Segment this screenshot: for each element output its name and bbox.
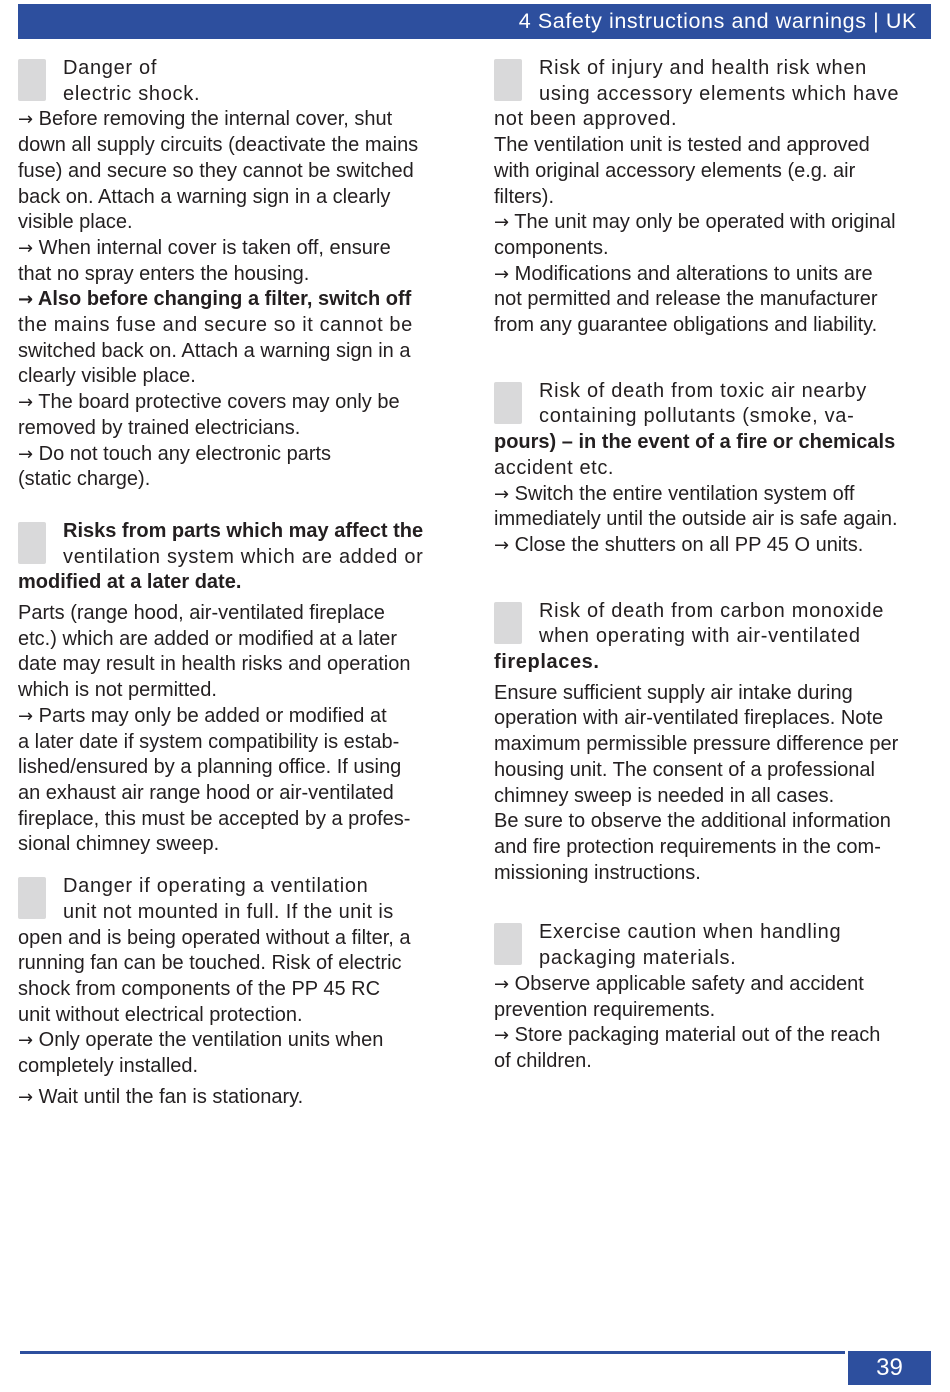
- page-number: 39: [876, 1354, 903, 1381]
- heading-line: pours) – in the event of a fire or chemicals: [494, 431, 896, 454]
- heading-line: containing pollutants (smoke, va-: [539, 405, 855, 428]
- heading-line: Risk of death from toxic air nearby: [539, 379, 867, 402]
- arrow-icon: →: [494, 973, 510, 995]
- arrow-icon: →: [18, 237, 34, 259]
- body-line: and fire protection requirements in the com-: [494, 835, 881, 858]
- warning-accessory: [494, 56, 934, 339]
- body-line: open and is being operated without a filter, a: [18, 926, 411, 949]
- warning-heading: [18, 519, 458, 570]
- warning-carbon-monoxide: [494, 599, 934, 887]
- body-line: sional chimney sweep.: [18, 833, 220, 856]
- body-line: Ensure sufficient supply air intake during: [494, 681, 853, 704]
- body-line: missioning instructions.: [494, 861, 701, 884]
- body-line: components.: [494, 236, 609, 259]
- body-line: → Modifications and alterations to units are: [494, 262, 873, 285]
- warning-heading: [494, 920, 934, 971]
- warning-heading: [18, 56, 458, 107]
- heading-line: ventilation system which are added or: [63, 545, 424, 568]
- body-line: → When internal cover is taken off, ensure: [18, 236, 391, 259]
- body-line: → Also before changing a filter, switch off: [18, 288, 412, 311]
- page-header-title: 4 Safety instructions and warnings | UK: [518, 9, 917, 33]
- arrow-icon: →: [18, 1030, 34, 1052]
- warning-electric-shock: [18, 56, 458, 493]
- header-bar: [18, 4, 931, 39]
- arrow-icon: →: [18, 443, 34, 465]
- footer-rule: [20, 1351, 845, 1354]
- body-line: → Close the shutters on all PP 45 O units.: [494, 533, 864, 556]
- warning-packaging: [494, 920, 934, 1074]
- arrow-icon: →: [18, 289, 34, 311]
- body-line: lished/ensured by a planning office. If using: [18, 756, 402, 779]
- body-line: etc.) which are added or modified at a later: [18, 627, 398, 650]
- warning-heading: [18, 874, 458, 925]
- heading-line: Danger of: [63, 57, 158, 79]
- body-line: prevention requirements.: [494, 998, 716, 1021]
- body-line: filters).: [494, 185, 554, 208]
- arrow-icon: →: [494, 263, 510, 285]
- right-column: [494, 56, 934, 1075]
- body-line: → Observe applicable safety and accident: [494, 972, 864, 995]
- arrow-icon: →: [494, 534, 510, 556]
- body-line: → Wait until the fan is stationary.: [18, 1085, 304, 1108]
- warning-later-parts: [18, 519, 458, 858]
- warning-heading: [494, 599, 934, 650]
- body-line: fuse) and secure so they cannot be switched: [18, 159, 414, 182]
- warning-marker-icon: [494, 59, 522, 101]
- body-line: → Do not touch any electronic parts: [18, 442, 332, 465]
- warning-marker-icon: [494, 923, 522, 965]
- body-line: with original accessory elements (e.g. air: [494, 159, 856, 182]
- heading-line: Risks from parts which may affect the: [63, 519, 424, 542]
- warning-heading: [494, 56, 934, 107]
- body-line: of children.: [494, 1049, 592, 1072]
- body-line: The ventilation unit is tested and approved: [494, 134, 870, 157]
- page-number-box: [848, 1351, 931, 1385]
- body-line: removed by trained electricians.: [18, 416, 301, 439]
- arrow-icon: →: [494, 483, 510, 505]
- heading-line: packaging materials.: [539, 947, 737, 970]
- body-line: (static charge).: [18, 468, 151, 491]
- body-line: fireplace, this must be accepted by a profes-: [18, 807, 411, 830]
- body-line: which is not permitted.: [18, 679, 217, 702]
- body-line: that no spray enters the housing.: [18, 262, 310, 285]
- body-line: not permitted and release the manufacturer: [494, 288, 878, 311]
- warning-heading: [494, 379, 934, 430]
- body-line: the mains fuse and secure so it cannot be: [18, 314, 413, 337]
- heading-line: fireplaces.: [494, 651, 600, 674]
- warning-marker-icon: [18, 522, 46, 564]
- body-line: → Store packaging material out of the reach: [494, 1024, 881, 1047]
- heading-line: when operating with air-ventilated: [539, 625, 861, 648]
- body-line: an exhaust air range hood or air-ventilated: [18, 781, 394, 804]
- body-line: clearly visible place.: [18, 365, 196, 388]
- body-line: shock from components of the PP 45 RC: [18, 977, 381, 1000]
- body-line: back on. Attach a warning sign in a clearly: [18, 185, 391, 208]
- body-line: → Switch the entire ventilation system off: [494, 482, 855, 505]
- heading-line: electric shock.: [63, 82, 201, 105]
- body-line: → Only operate the ventilation units when: [18, 1029, 384, 1052]
- arrow-icon: →: [18, 1086, 34, 1108]
- left-column: [18, 56, 458, 1110]
- body-line: visible place.: [18, 211, 133, 234]
- body-line: housing unit. The consent of a professional: [494, 758, 875, 781]
- heading-line: Danger if operating a ventilation: [63, 875, 369, 898]
- body-line: operation with air-ventilated fireplaces. Note: [494, 707, 884, 730]
- body-line: from any guarantee obligations and liability.: [494, 314, 878, 337]
- heading-line: not been approved.: [494, 108, 678, 131]
- body-line: Be sure to observe the additional information: [494, 810, 891, 833]
- arrow-icon: →: [18, 109, 34, 131]
- heading-line: Risk of injury and health risk when: [539, 57, 867, 79]
- body-line: Parts (range hood, air-ventilated fireplace: [18, 602, 385, 625]
- body-line: → Before removing the internal cover, shut: [18, 108, 393, 131]
- body-line: maximum permissible pressure difference per: [494, 733, 899, 756]
- warning-marker-icon: [18, 877, 46, 919]
- body-line: switched back on. Attach a warning sign in a: [18, 339, 411, 362]
- body-line: → The unit may only be operated with original: [494, 211, 896, 234]
- heading-line: Exercise caution when handling: [539, 921, 842, 944]
- body-line: unit without electrical protection.: [18, 1003, 303, 1026]
- heading-line: Risk of death from carbon monoxide: [539, 599, 885, 622]
- body-line: down all supply circuits (deactivate the mains: [18, 134, 419, 157]
- warning-marker-icon: [494, 382, 522, 424]
- arrow-icon: →: [18, 392, 34, 414]
- heading-line: using accessory elements which have: [539, 82, 900, 105]
- arrow-icon: →: [494, 212, 510, 234]
- body-line: a later date if system compatibility is estab-: [18, 730, 400, 753]
- warning-not-mounted: [18, 874, 458, 1110]
- body-line: chimney sweep is needed in all cases.: [494, 784, 835, 807]
- heading-line: unit not mounted in full. If the unit is: [63, 900, 394, 923]
- body-line: running fan can be touched. Risk of electric: [18, 952, 402, 975]
- warning-marker-icon: [494, 602, 522, 644]
- body-line: date may result in health risks and operation: [18, 653, 411, 676]
- body-line: completely installed.: [18, 1055, 199, 1078]
- heading-line: accident etc.: [494, 456, 615, 479]
- warning-toxic-air: [494, 379, 934, 559]
- arrow-icon: →: [18, 705, 34, 727]
- body-line: immediately until the outside air is safe again.: [494, 508, 898, 531]
- heading-line: modified at a later date.: [18, 571, 242, 594]
- body-line: → The board protective covers may only be: [18, 391, 400, 414]
- warning-marker-icon: [18, 59, 46, 101]
- arrow-icon: →: [494, 1025, 510, 1047]
- body-line: → Parts may only be added or modified at: [18, 704, 387, 727]
